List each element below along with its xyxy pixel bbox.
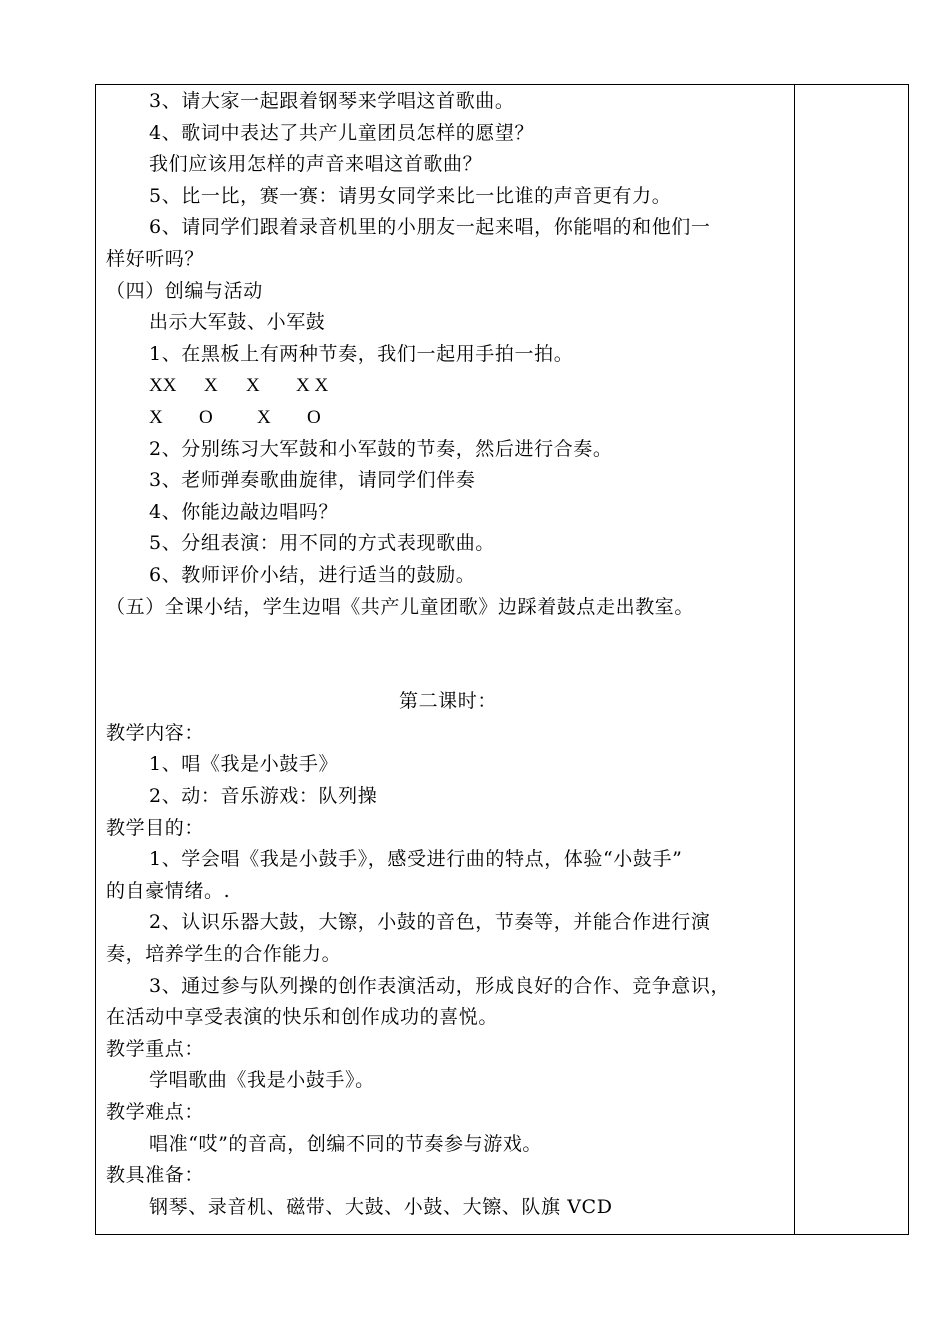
content-item: 2、动：音乐游戏：队列操 <box>149 785 378 808</box>
goal-line: 的自豪情绪。. <box>106 879 231 902</box>
goal-heading: 教学目的： <box>106 816 205 839</box>
step-line: 3、请大家一起跟着钢琴来学唱这首歌曲。 <box>149 90 515 112</box>
goal-line: 3、通过参与队列操的创作表演活动，形成良好的合作、竞争意识， <box>149 974 731 997</box>
step-line-continued: 样好听吗？ <box>106 247 205 270</box>
difficulty-text: 唱准“哎”的音高，创编不同的节奏参与游戏。 <box>149 1132 543 1155</box>
tools-heading: 教具准备： <box>106 1164 205 1187</box>
lesson-title: 第二课时： <box>398 690 497 713</box>
step-line: 5、比一比，赛一赛：请男女同学来比一比谁的声音更有力。 <box>149 184 672 207</box>
step-line: 1、在黑板上有两种节奏，我们一起用手拍一拍。 <box>149 342 574 365</box>
step-line: 6、教师评价小结，进行适当的鼓励。 <box>149 563 476 586</box>
step-line: 4、你能边敲边唱吗？ <box>149 500 339 523</box>
lesson-content-cell <box>106 86 790 1223</box>
column-divider <box>794 84 795 1235</box>
goal-line: 2、认识乐器大鼓，大镲，小鼓的音色，节奏等，并能合作进行演 <box>149 911 711 934</box>
spacer <box>106 623 790 655</box>
step-line: 2、分别练习大军鼓和小军鼓的节奏，然后进行合奏。 <box>149 437 613 460</box>
key-text: 学唱歌曲《我是小鼓手》。 <box>149 1069 375 1092</box>
rhythm-note: X <box>246 375 260 397</box>
step-line: 我们应该用怎样的声音来唱这首歌曲？ <box>149 153 483 176</box>
rhythm-pattern-2 <box>106 402 790 434</box>
step-line: 5、分组表演：用不同的方式表现歌曲。 <box>149 532 495 555</box>
rhythm-note: X <box>149 406 163 428</box>
goal-line: 在活动中享受表演的快乐和创作成功的喜悦。 <box>106 1006 499 1029</box>
rhythm-note: X X <box>296 375 329 397</box>
rhythm-note: X <box>204 375 218 397</box>
rhythm-note: X <box>257 406 271 428</box>
difficulty-heading: 教学难点： <box>106 1101 205 1123</box>
rhythm-note: XX <box>149 375 177 397</box>
step-line: 3、老师弹奏歌曲旋律，请同学们伴奏 <box>149 469 476 492</box>
step-line: 6、请同学们跟着录音机里的小朋友一起来唱，你能唱的和他们一 <box>149 216 711 239</box>
rhythm-note: O <box>199 406 213 428</box>
key-heading: 教学重点： <box>106 1037 205 1060</box>
content-item: 1、唱《我是小鼓手》 <box>149 753 339 776</box>
tools-text: 钢琴、录音机、磁带、大鼓、小鼓、大镲、队旗 VCD <box>149 1195 613 1218</box>
goal-line: 1、学会唱《我是小鼓手》，感受进行曲的特点，体验“小鼓手” <box>149 848 683 871</box>
goal-line: 奏，培养学生的合作能力。 <box>106 943 342 966</box>
section-heading: （五）全课小结，学生边唱《共产儿童团歌》边踩着鼓点走出教室。 <box>106 595 695 618</box>
content-heading: 教学内容： <box>106 721 205 744</box>
step-line: 4、歌词中表达了共产儿童团员怎样的愿望？ <box>149 121 535 144</box>
rhythm-note: O <box>307 406 321 428</box>
spacer <box>106 655 790 687</box>
rhythm-pattern-1 <box>106 370 790 402</box>
section-intro: 出示大军鼓、小军鼓 <box>149 311 326 334</box>
section-heading: （四）创编与活动 <box>106 279 263 302</box>
